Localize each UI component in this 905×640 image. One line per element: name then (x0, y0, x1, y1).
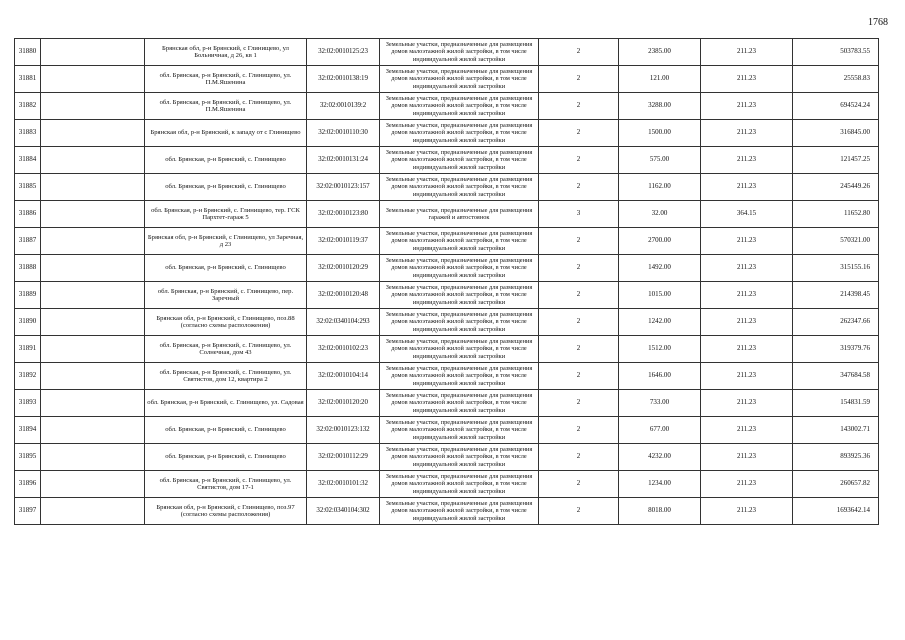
specific-value-cell: 211.23 (701, 282, 793, 309)
table-row (15, 471, 879, 498)
table-row (15, 147, 879, 174)
blank-cell (41, 174, 145, 201)
address-cell: обл. Брянская, р-н Брянский, с. Глинищево (145, 417, 307, 444)
specific-value-cell: 211.23 (701, 228, 793, 255)
address-cell: Брянская обл, р-н Брянский, с Глинищево, ул Больничная, д 26, кв 1 (145, 39, 307, 66)
blank-cell (41, 444, 145, 471)
cadastral-value-cell: 893925.36 (793, 444, 879, 471)
cadastral-value-cell: 570321.00 (793, 228, 879, 255)
table-row (15, 309, 879, 336)
specific-value-cell: 211.23 (701, 174, 793, 201)
table-row (15, 336, 879, 363)
cadastral-number-cell: 32:02:0340104:293 (307, 309, 380, 336)
record-id-cell: 31895 (15, 444, 41, 471)
cadastral-number-cell: 32:02:0010104:14 (307, 363, 380, 390)
specific-value-cell: 211.23 (701, 255, 793, 282)
cadastral-value-cell: 503783.55 (793, 39, 879, 66)
record-id-cell: 31896 (15, 471, 41, 498)
record-id-cell: 31889 (15, 282, 41, 309)
record-id-cell: 31880 (15, 39, 41, 66)
specific-value-cell: 211.23 (701, 417, 793, 444)
address-cell: обл. Брянская, р-н Брянский, с. Глинищево, пер. Заречный (145, 282, 307, 309)
cadastral-number-cell: 32:02:0010139:2 (307, 93, 380, 120)
area-cell: 2700.00 (619, 228, 701, 255)
area-cell: 1242.00 (619, 309, 701, 336)
cadastral-value-cell: 315155.16 (793, 255, 879, 282)
address-cell: обл. Брянская, р-н Брянский, с. Глинищево, ул. Святистов, дом 17-1 (145, 471, 307, 498)
area-cell: 1492.00 (619, 255, 701, 282)
blank-cell (41, 228, 145, 255)
cadastral-number-cell: 32:02:0010110:30 (307, 120, 380, 147)
area-cell: 1015.00 (619, 282, 701, 309)
table-row (15, 498, 879, 525)
group-cell: 2 (539, 174, 619, 201)
address-cell: обл. Брянская, р-н Брянский, с. Глинищево (145, 147, 307, 174)
blank-cell (41, 471, 145, 498)
blank-cell (41, 93, 145, 120)
area-cell: 575.00 (619, 147, 701, 174)
blank-cell (41, 498, 145, 525)
blank-cell (41, 363, 145, 390)
cadastral-number-cell: 32:02:0340104:302 (307, 498, 380, 525)
cadastral-number-cell: 32:02:0010120:29 (307, 255, 380, 282)
blank-cell (41, 309, 145, 336)
blank-cell (41, 120, 145, 147)
blank-cell (41, 390, 145, 417)
address-cell: обл. Брянская, р-н Брянский, с. Глинищево, ул. П.М.Яшенина (145, 93, 307, 120)
cadastral-value-cell: 143002.71 (793, 417, 879, 444)
cadastral-value-cell: 319379.76 (793, 336, 879, 363)
table-body (15, 39, 879, 525)
area-cell: 8018.00 (619, 498, 701, 525)
group-cell: 2 (539, 336, 619, 363)
table-row (15, 39, 879, 66)
table-row (15, 282, 879, 309)
land-use-purpose-cell: Земельные участки, предназначенные для размещения домов малоэтажной жилой застройки, в том числе индивидуальной жилой застройки (380, 39, 539, 66)
address-cell: обл. Брянская, р-н Брянский, с. Глинищево, ул. П.М.Яшенина (145, 66, 307, 93)
land-use-purpose-cell: Земельные участки, предназначенные для размещения гаражей и автостоянок (380, 201, 539, 228)
land-use-purpose-cell: Земельные участки, предназначенные для размещения домов малоэтажной жилой застройки, в том числе индивидуальной жилой застройки (380, 390, 539, 417)
specific-value-cell: 211.23 (701, 147, 793, 174)
area-cell: 733.00 (619, 390, 701, 417)
record-id-cell: 31890 (15, 309, 41, 336)
group-cell: 2 (539, 444, 619, 471)
record-id-cell: 31887 (15, 228, 41, 255)
table-row (15, 66, 879, 93)
address-cell: обл. Брянская, р-н Брянский, с. Глинищево, тер. ГСК Пархтет-гараж 5 (145, 201, 307, 228)
address-cell: обл. Брянская, р-н Брянский, с. Глинищево (145, 174, 307, 201)
cadastral-number-cell: 32:02:0010101:32 (307, 471, 380, 498)
cadastral-number-cell: 32:02:0010123:132 (307, 417, 380, 444)
cadastral-number-cell: 32:02:0010119:37 (307, 228, 380, 255)
table-row (15, 417, 879, 444)
specific-value-cell: 364.15 (701, 201, 793, 228)
blank-cell (41, 255, 145, 282)
table-row (15, 120, 879, 147)
address-cell: Брянская обл, р-н Брянский, с Глинищево, поз.97 (согласно схемы расположения) (145, 498, 307, 525)
cadastral-value-cell: 316845.00 (793, 120, 879, 147)
area-cell: 3288.00 (619, 93, 701, 120)
address-cell: обл. Брянская, р-н Брянский, с. Глинищево (145, 444, 307, 471)
land-use-purpose-cell: Земельные участки, предназначенные для размещения домов малоэтажной жилой застройки, в том числе индивидуальной жилой застройки (380, 228, 539, 255)
land-use-purpose-cell: Земельные участки, предназначенные для размещения домов малоэтажной жилой застройки, в том числе индивидуальной жилой застройки (380, 417, 539, 444)
group-cell: 2 (539, 390, 619, 417)
blank-cell (41, 417, 145, 444)
table-row (15, 363, 879, 390)
group-cell: 2 (539, 39, 619, 66)
record-id-cell: 31892 (15, 363, 41, 390)
address-cell: обл. Брянская, р-н Брянский, с. Глинищево, ул. Садовая (145, 390, 307, 417)
land-use-purpose-cell: Земельные участки, предназначенные для размещения домов малоэтажной жилой застройки, в том числе индивидуальной жилой застройки (380, 444, 539, 471)
area-cell: 1234.00 (619, 471, 701, 498)
record-id-cell: 31886 (15, 201, 41, 228)
address-cell: обл. Брянская, р-н Брянский, с. Глинищево (145, 255, 307, 282)
group-cell: 2 (539, 66, 619, 93)
cadastral-value-cell: 347684.58 (793, 363, 879, 390)
area-cell: 1512.00 (619, 336, 701, 363)
land-use-purpose-cell: Земельные участки, предназначенные для размещения домов малоэтажной жилой застройки, в том числе индивидуальной жилой застройки (380, 255, 539, 282)
cadastral-value-cell: 121457.25 (793, 147, 879, 174)
table-row (15, 255, 879, 282)
area-cell: 4232.00 (619, 444, 701, 471)
cadastral-number-cell: 32:02:0010123:80 (307, 201, 380, 228)
land-use-purpose-cell: Земельные участки, предназначенные для размещения домов малоэтажной жилой застройки, в том числе индивидуальной жилой застройки (380, 174, 539, 201)
blank-cell (41, 282, 145, 309)
group-cell: 2 (539, 120, 619, 147)
specific-value-cell: 211.23 (701, 471, 793, 498)
cadastral-number-cell: 32:02:0010112:29 (307, 444, 380, 471)
address-cell: Брянская обл, р-н Брянский, с Глинищево, поз.88 (согласно схемы расположения) (145, 309, 307, 336)
blank-cell (41, 201, 145, 228)
land-use-purpose-cell: Земельные участки, предназначенные для размещения домов малоэтажной жилой застройки, в том числе индивидуальной жилой застройки (380, 336, 539, 363)
specific-value-cell: 211.23 (701, 444, 793, 471)
group-cell: 2 (539, 498, 619, 525)
table-row (15, 93, 879, 120)
cadastral-value-cell: 25558.83 (793, 66, 879, 93)
record-id-cell: 31885 (15, 174, 41, 201)
specific-value-cell: 211.23 (701, 336, 793, 363)
record-id-cell: 31888 (15, 255, 41, 282)
specific-value-cell: 211.23 (701, 498, 793, 525)
area-cell: 1500.00 (619, 120, 701, 147)
cadastral-number-cell: 32:02:0010138:19 (307, 66, 380, 93)
cadastral-number-cell: 32:02:0010120:48 (307, 282, 380, 309)
cadastral-number-cell: 32:02:0010123:157 (307, 174, 380, 201)
cadastral-value-cell: 1693642.14 (793, 498, 879, 525)
land-use-purpose-cell: Земельные участки, предназначенные для размещения домов малоэтажной жилой застройки, в том числе индивидуальной жилой застройки (380, 282, 539, 309)
record-id-cell: 31893 (15, 390, 41, 417)
cadastral-value-cell: 245449.26 (793, 174, 879, 201)
cadastral-value-cell: 262347.66 (793, 309, 879, 336)
specific-value-cell: 211.23 (701, 120, 793, 147)
group-cell: 2 (539, 282, 619, 309)
address-cell: обл. Брянская, р-н Брянский, с. Глинищево, ул. Святистов, дом 12, квартира 2 (145, 363, 307, 390)
land-use-purpose-cell: Земельные участки, предназначенные для размещения домов малоэтажной жилой застройки, в том числе индивидуальной жилой застройки (380, 93, 539, 120)
land-use-purpose-cell: Земельные участки, предназначенные для размещения домов малоэтажной жилой застройки, в том числе индивидуальной жилой застройки (380, 363, 539, 390)
area-cell: 677.00 (619, 417, 701, 444)
specific-value-cell: 211.23 (701, 66, 793, 93)
group-cell: 2 (539, 417, 619, 444)
cadastral-value-cell: 154831.59 (793, 390, 879, 417)
table-row (15, 201, 879, 228)
land-use-purpose-cell: Земельные участки, предназначенные для размещения домов малоэтажной жилой застройки, в том числе индивидуальной жилой застройки (380, 309, 539, 336)
area-cell: 121.00 (619, 66, 701, 93)
group-cell: 2 (539, 309, 619, 336)
record-id-cell: 31894 (15, 417, 41, 444)
group-cell: 2 (539, 471, 619, 498)
land-use-purpose-cell: Земельные участки, предназначенные для размещения домов малоэтажной жилой застройки, в том числе индивидуальной жилой застройки (380, 147, 539, 174)
cadastral-value-cell: 260657.82 (793, 471, 879, 498)
table-row (15, 228, 879, 255)
group-cell: 2 (539, 255, 619, 282)
group-cell: 2 (539, 228, 619, 255)
blank-cell (41, 66, 145, 93)
land-use-purpose-cell: Земельные участки, предназначенные для размещения домов малоэтажной жилой застройки, в том числе индивидуальной жилой застройки (380, 120, 539, 147)
land-use-purpose-cell: Земельные участки, предназначенные для размещения домов малоэтажной жилой застройки, в том числе индивидуальной жилой застройки (380, 471, 539, 498)
blank-cell (41, 39, 145, 66)
address-cell: Брянская обл, р-н Брянский, с Глинищево, ул Заречная, д 23 (145, 228, 307, 255)
cadastral-number-cell: 32:02:0010125:23 (307, 39, 380, 66)
record-id-cell: 31881 (15, 66, 41, 93)
cadastral-number-cell: 32:02:0010102:23 (307, 336, 380, 363)
cadastral-value-cell: 214398.45 (793, 282, 879, 309)
table-row (15, 174, 879, 201)
address-cell: обл. Брянская, р-н Брянский, с. Глинищево, ул. Солнечная, дом 43 (145, 336, 307, 363)
address-cell: Брянская обл, р-н Брянский, к западу от с Глинищево (145, 120, 307, 147)
record-id-cell: 31883 (15, 120, 41, 147)
cadastral-number-cell: 32:02:0010120:20 (307, 390, 380, 417)
group-cell: 2 (539, 147, 619, 174)
specific-value-cell: 211.23 (701, 390, 793, 417)
area-cell: 32.00 (619, 201, 701, 228)
page-number: 1768 (868, 17, 888, 28)
group-cell: 2 (539, 93, 619, 120)
group-cell: 2 (539, 363, 619, 390)
table-row (15, 390, 879, 417)
land-registry-table (14, 38, 879, 525)
specific-value-cell: 211.23 (701, 39, 793, 66)
cadastral-value-cell: 11652.80 (793, 201, 879, 228)
blank-cell (41, 336, 145, 363)
record-id-cell: 31884 (15, 147, 41, 174)
blank-cell (41, 147, 145, 174)
area-cell: 1646.00 (619, 363, 701, 390)
table-row (15, 444, 879, 471)
record-id-cell: 31891 (15, 336, 41, 363)
cadastral-value-cell: 694524.24 (793, 93, 879, 120)
land-use-purpose-cell: Земельные участки, предназначенные для размещения домов малоэтажной жилой застройки, в том числе индивидуальной жилой застройки (380, 498, 539, 525)
record-id-cell: 31897 (15, 498, 41, 525)
specific-value-cell: 211.23 (701, 363, 793, 390)
cadastral-number-cell: 32:02:0010131:24 (307, 147, 380, 174)
specific-value-cell: 211.23 (701, 93, 793, 120)
specific-value-cell: 211.23 (701, 309, 793, 336)
area-cell: 1162.00 (619, 174, 701, 201)
area-cell: 2385.00 (619, 39, 701, 66)
group-cell: 3 (539, 201, 619, 228)
land-use-purpose-cell: Земельные участки, предназначенные для размещения домов малоэтажной жилой застройки, в том числе индивидуальной жилой застройки (380, 66, 539, 93)
record-id-cell: 31882 (15, 93, 41, 120)
